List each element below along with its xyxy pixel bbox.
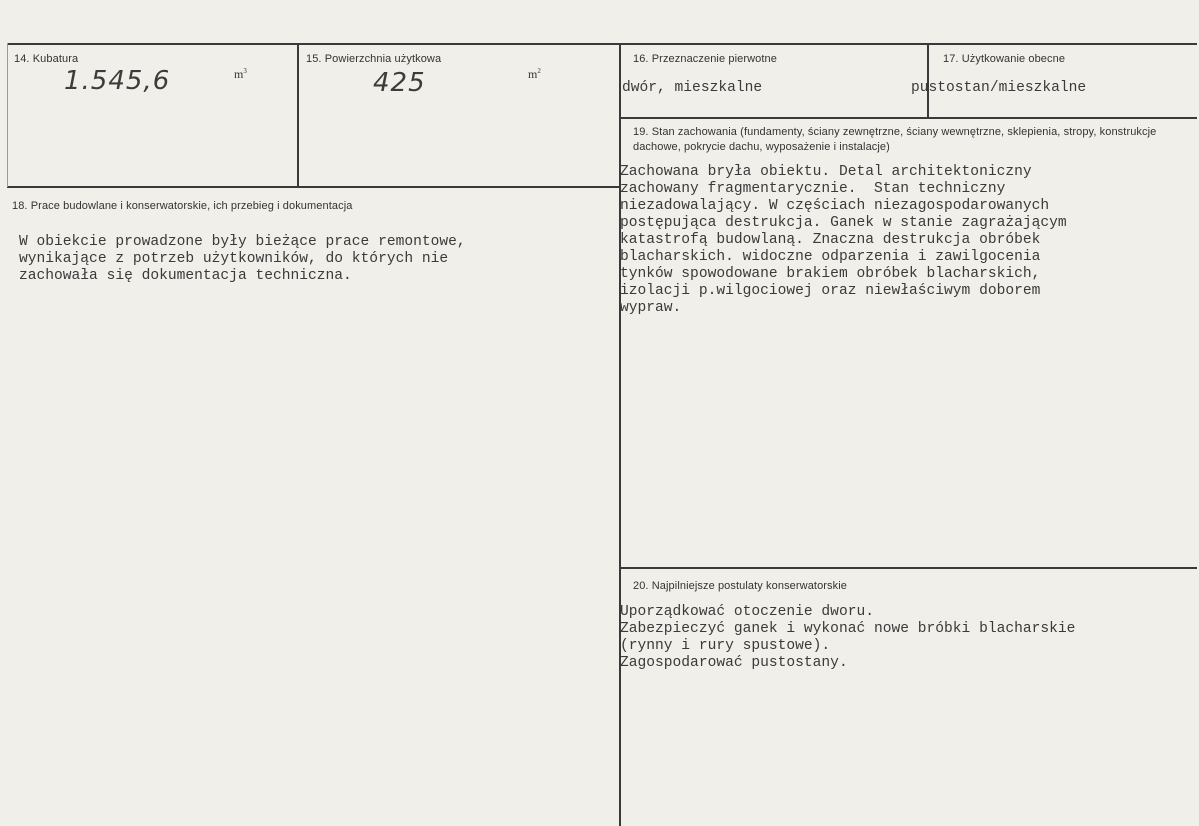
field-14-value: 1.545,6 [64, 66, 171, 96]
field-14-label: 14. Kubatura [14, 53, 79, 65]
field-18-label: 18. Prace budowlane i konserwatorskie, ich przebieg i dokumentacja [12, 200, 353, 212]
field-15-value: 425 [373, 68, 426, 98]
text-line: Zabezpieczyć ganek i wykonać nowe bróbki blacharskie [620, 621, 1076, 637]
top-rule [7, 43, 1197, 45]
text-line: blacharskich. widoczne odparzenia i zawilgocenia [620, 249, 1041, 265]
left-edge [7, 43, 8, 187]
text-line: zachowany fragmentarycznie. Stan techniczny [620, 181, 1006, 197]
divider-left-right [619, 43, 621, 826]
field-16-value: dwór, mieszkalne [622, 80, 763, 96]
field-19-label: 19. Stan zachowania (fundamenty, ściany zewnętrzne, ściany wewnętrzne, sklepienia, stropy, konstrukcje dachowe, pokrycie dachu, wyposażenie i instalacje) [633, 126, 1157, 153]
field-17-value: pustostan/mieszkalne [911, 80, 1087, 96]
field-20-label: 20. Najpilniejsze postulaty konserwatorskie [633, 580, 848, 592]
field-15-label: 15. Powierzchnia użytkowa [306, 53, 442, 65]
divider-14-15 [297, 43, 299, 187]
text-line: katastrofą budowlaną. Znaczna destrukcja obróbek [620, 232, 1041, 248]
text-line: Uporządkować otoczenie dworu. [620, 604, 874, 620]
text-line: wypraw. [620, 300, 682, 316]
text-line: Zagospodarować pustostany. [620, 655, 848, 671]
text-line: niezadowalający. W częściach niezagospodarowanych [620, 198, 1050, 214]
text-line: Zachowana bryła obiektu. Detal architektoniczny [620, 164, 1032, 180]
rule-below-14-15 [7, 186, 621, 188]
field-15-unit: $m^2$ [528, 67, 541, 81]
rule-below-16-17 [621, 117, 1197, 119]
field-17-label: 17. Użytkowanie obecne [943, 53, 1066, 65]
text-line: (rynny i rury spustowe). [620, 638, 831, 654]
rule-above-20 [621, 567, 1197, 569]
field-16-label: 16. Przeznaczenie pierwotne [633, 53, 777, 65]
text-line: izolacji p.wilgociowej oraz niewłaściwym doborem [620, 283, 1041, 299]
text-line: tynków spowodowane brakiem obróbek blacharskich, [620, 266, 1041, 282]
text-line: wynikające z potrzeb użytkowników, do których nie [19, 251, 449, 267]
text-line: W obiekcie prowadzone były bieżące prace remontowe, [19, 234, 466, 250]
field-14-unit: $m^3$ [234, 67, 247, 81]
text-line: zachowała się dokumentacja techniczna. [19, 268, 352, 284]
text-line: postępująca destrukcja. Ganek w stanie zagrażającym [620, 215, 1067, 231]
